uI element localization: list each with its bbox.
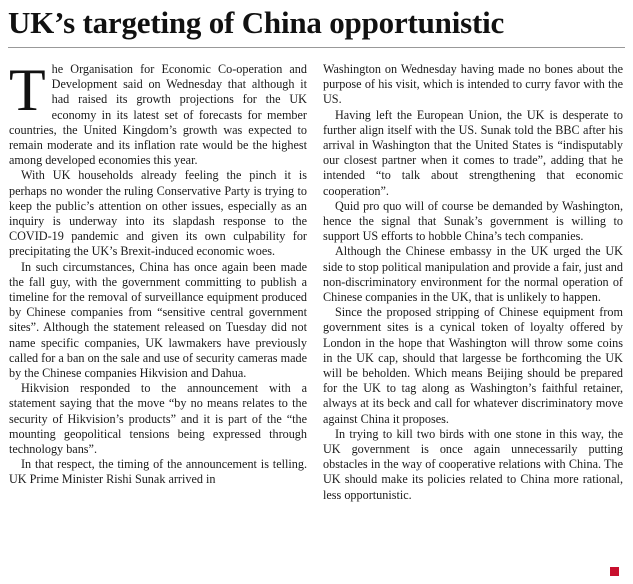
paragraph: Although the Chinese embassy in the UK urged the UK side to stop political manipulation and provide a fair, just and non-discriminatory environment for the normal operation of Chinese companies in the UK, that is unlikely to happen. [323,244,623,305]
paragraph: Having left the European Union, the UK is desperate to further align itself with the US. Sunak told the BBC after his arrival in Washington that the United States is “indisputably our closest partner when it comes to trade”, adding that he intended “to talk about strengthening that economic cooperation”. [323,107,623,198]
paragraph: Washington on Wednesday having made no bones about the purpose of his visit, which is intended to curry favor with the US. [323,62,623,107]
paragraph [9,57,307,168]
headline-rule [8,47,625,48]
article-column-right [323,62,623,503]
drop-cap: T [9,57,46,123]
paragraph-text: he Organisation for Economic Co-operation and Development said on Wednesday that although it had raised its growth projections for the UK economy in its latest set of forecasts for member countries, the United Kingdom’s growth was expected to remain moderate and its inflation rate would be the highest among developed economies this year. [9,62,307,168]
paragraph: With UK households already feeling the pinch it is perhaps no wonder the ruling Conservative Party is trying to keep the public’s attention on other issues, especially as an inquiry is underway into its slapdash response to the COVID-19 pandemic and given its own culpability for precipitating the UK’s Brexit-induced economic woes. [9,168,307,259]
paragraph: In such circumstances, China has once again been made the fall guy, with the government committing to publish a timeline for the removal of surveillance equipment produced by Chinese companies from “sensitive central government sites”. Although the statement released on Tuesday did not name specific companies, UK lawmakers have previously called for a ban on the sale and use of security cameras made by the Chinese companies Hikvision and Dahua. [9,259,307,381]
paragraph: In trying to kill two birds with one stone in this way, the UK government is once again unnecessarily putting obstacles in the way of cooperative relations with China. The UK should make its policies related to China more rational, less opportunistic. [323,426,623,502]
paragraph: Since the proposed stripping of Chinese equipment from government sites is a cynical token of loyalty offered by London in the hope that Washington will throw some coins in the UK cap, should that largesse be forthcoming the UK will be beholden. Which means Beijing should be prepared for the UK to tag along as Washington’s faithful retainer, always at its beck and call for whatever discriminatory move against China it proposes. [323,305,623,426]
article-column-left [9,57,307,488]
end-mark-icon [610,567,619,576]
article-headline: UK’s targeting of China opportunistic [8,5,505,40]
paragraph: Hikvision responded to the announcement with a statement saying that the move “by no means relates to the security of Hikvision’s products” and it is part of the “the mounting geopolitical tensions being expressed through technology bans”. [9,381,307,457]
paragraph: In that respect, the timing of the announcement is telling. UK Prime Minister Rishi Sunak arrived in [9,457,307,487]
paragraph: Quid pro quo will of course be demanded by Washington, hence the signal that Sunak’s government is willing to support US efforts to hobble China’s tech companies. [323,198,623,244]
